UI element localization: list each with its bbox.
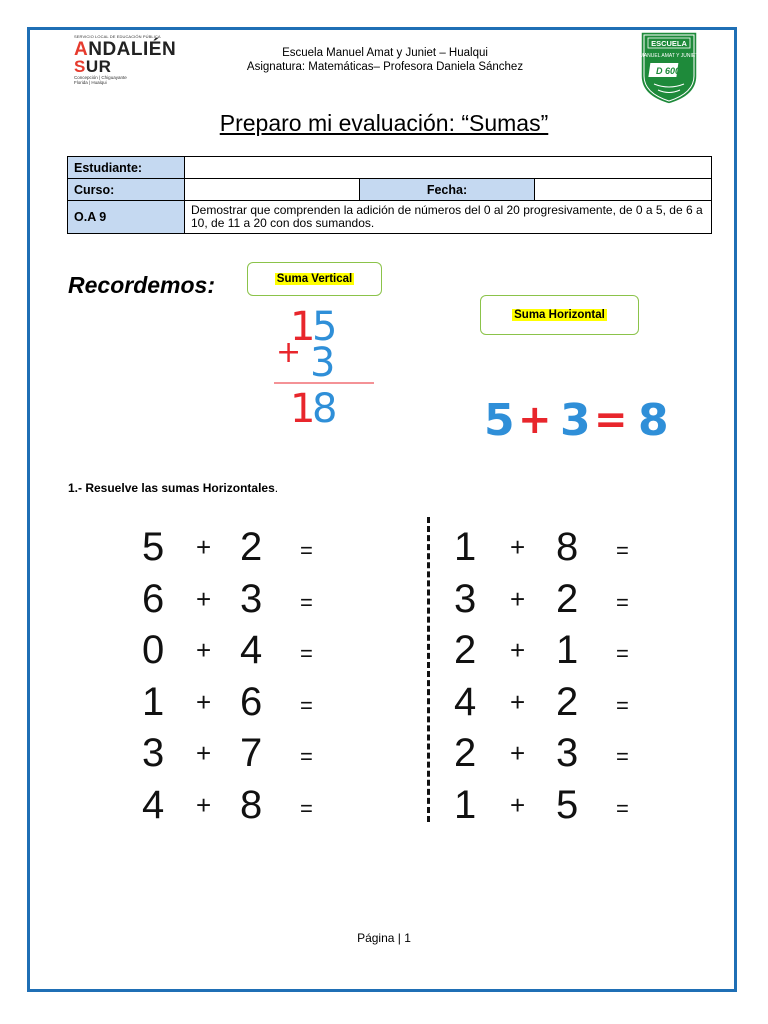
- sum-row-right: [0, 677, 768, 727]
- student-info-table: [67, 156, 712, 234]
- vertical-result-tens: 1: [290, 386, 316, 432]
- sum-plus-sign: +: [196, 738, 212, 768]
- logo-brand-line2: SUR: [74, 57, 112, 76]
- question-1-label: 1.- Resuelve las sumas Horizontales: [68, 481, 275, 495]
- sum-addend-b: 2: [556, 679, 579, 724]
- sum-plus-sign: +: [510, 635, 526, 665]
- sum-equals-sign: =: [616, 641, 629, 666]
- sum-row-right: [0, 728, 768, 778]
- sum-addend-b: 3: [556, 731, 579, 775]
- course-label: Curso:: [68, 179, 185, 201]
- sum-answer-blank[interactable]: [638, 633, 682, 667]
- sum-answer-blank[interactable]: [638, 530, 682, 564]
- student-label: Estudiante:: [68, 157, 185, 179]
- logo-tiny-text2: Florida | Hualqui: [74, 80, 107, 85]
- sum-plus-sign: +: [196, 686, 212, 717]
- vertical-result-units: 8: [312, 386, 338, 432]
- sum-plus-sign: +: [196, 532, 212, 562]
- horizontal-equals: =: [594, 397, 628, 443]
- vertical-plus: +: [276, 335, 302, 370]
- subject-line: Asignatura: Matemáticas– Profesora Daniela Sánchez: [246, 61, 524, 73]
- crest-code: D 600: [655, 66, 681, 76]
- oa-description: Demostrar que comprenden la adición de números del 0 al 20 progresivamente, de 0 a 5, de 6 a 10, de 11 a 20 con dos sumandos.: [185, 201, 712, 234]
- sum-equals-sign: =: [616, 538, 629, 563]
- sum-addend-b: 6: [240, 679, 263, 724]
- sum-answer-blank[interactable]: [638, 736, 682, 770]
- logo-tiny-text1: Concepción | Chiguayante: [74, 75, 127, 80]
- vertical-sum-illustration: [270, 300, 380, 440]
- vertical-bottom: 3: [310, 340, 336, 386]
- sum-equals-sign: =: [616, 795, 629, 821]
- horizontal-b: 3: [560, 395, 591, 443]
- recordemos-heading: Recordemos:: [68, 272, 215, 298]
- sum-plus-sign: +: [510, 532, 526, 562]
- sum-addend-b: 7: [240, 731, 263, 775]
- sum-equals-sign: =: [300, 744, 313, 769]
- sum-plus-sign: +: [510, 583, 526, 614]
- sum-addend-a: 4: [454, 679, 477, 724]
- vertical-sum-tag: [247, 262, 382, 296]
- horizontal-plus: +: [518, 397, 552, 443]
- sum-equals-sign: =: [300, 641, 313, 666]
- sum-equals-sign: =: [616, 589, 629, 615]
- horizontal-sum-label: Suma Horizontal: [514, 309, 605, 321]
- sum-answer-blank[interactable]: [638, 685, 682, 719]
- horizontal-sum-tag: [480, 295, 639, 335]
- sum-addend-b: 3: [240, 576, 263, 621]
- sum-answer-blank[interactable]: [638, 582, 682, 616]
- page-title: Preparo mi evaluación: “Sumas”: [219, 110, 549, 136]
- sum-equals-sign: =: [300, 692, 313, 718]
- sum-addend-b: 8: [556, 525, 579, 569]
- sum-plus-sign: +: [510, 738, 526, 768]
- sum-equals-sign: =: [300, 538, 313, 563]
- sum-addend-b: 1: [556, 628, 579, 672]
- sum-row-right: [0, 780, 768, 830]
- sum-addend-a: 1: [142, 679, 165, 724]
- sum-addend-a: 2: [454, 731, 477, 775]
- vertical-sum-label: Suma Vertical: [276, 273, 353, 285]
- school-crest-icon: [638, 30, 700, 106]
- sum-plus-sign: +: [196, 635, 212, 665]
- crest-name-text: MANUEL AMAT Y JUNIET: [639, 53, 699, 59]
- sum-row-right: [0, 625, 768, 675]
- page-number: Página | 1: [357, 931, 411, 945]
- question-1: [68, 481, 278, 495]
- question-1-end: .: [274, 481, 279, 495]
- vertical-top-units: 5: [312, 304, 338, 350]
- sum-addend-b: 2: [556, 576, 579, 621]
- sum-row-right: [0, 522, 768, 572]
- sum-answer-blank[interactable]: [638, 788, 682, 822]
- sum-plus-sign: +: [196, 789, 212, 820]
- date-label: Fecha:: [360, 179, 535, 201]
- andalien-sur-logo: [74, 34, 194, 92]
- school-header: [200, 46, 570, 74]
- student-field[interactable]: [185, 157, 712, 179]
- sum-addend-b: 2: [240, 525, 263, 569]
- course-field[interactable]: [185, 179, 360, 201]
- sum-addend-a: 0: [142, 628, 165, 672]
- school-line: Escuela Manuel Amat y Juniet – Hualqui: [282, 47, 488, 59]
- logo-brand-line1: ANDALIÉN: [74, 39, 177, 60]
- sum-equals-sign: =: [616, 744, 629, 769]
- sum-row-right: [0, 574, 768, 624]
- sum-addend-a: 3: [142, 731, 165, 775]
- crest-top-text: ESCUELA: [651, 39, 687, 48]
- sum-addend-a: 1: [454, 782, 477, 827]
- horizontal-sum-illustration: [484, 393, 674, 443]
- sum-addend-a: 2: [454, 628, 477, 672]
- sum-addend-a: 5: [142, 525, 165, 569]
- vertical-top-tens: 1: [290, 304, 316, 350]
- sum-addend-a: 1: [454, 525, 477, 569]
- sum-addend-a: 4: [142, 782, 165, 827]
- sum-plus-sign: +: [510, 789, 526, 820]
- sum-plus-sign: +: [196, 583, 212, 614]
- sum-addend-b: 8: [240, 782, 263, 827]
- logo-small-text: SERVICIO LOCAL DE EDUCACIÓN PÚBLICA: [74, 34, 161, 39]
- sum-addend-b: 5: [556, 782, 579, 827]
- sum-addend-a: 3: [454, 576, 477, 621]
- horizontal-result: 8: [638, 395, 669, 443]
- sum-equals-sign: =: [616, 692, 629, 718]
- horizontal-a: 5: [484, 395, 515, 443]
- sum-equals-sign: =: [300, 589, 313, 615]
- oa-label: O.A 9: [68, 201, 185, 234]
- sum-plus-sign: +: [510, 686, 526, 717]
- sum-addend-b: 4: [240, 628, 263, 672]
- sum-addend-a: 6: [142, 576, 165, 621]
- sum-equals-sign: =: [300, 795, 313, 821]
- date-field[interactable]: [535, 179, 712, 201]
